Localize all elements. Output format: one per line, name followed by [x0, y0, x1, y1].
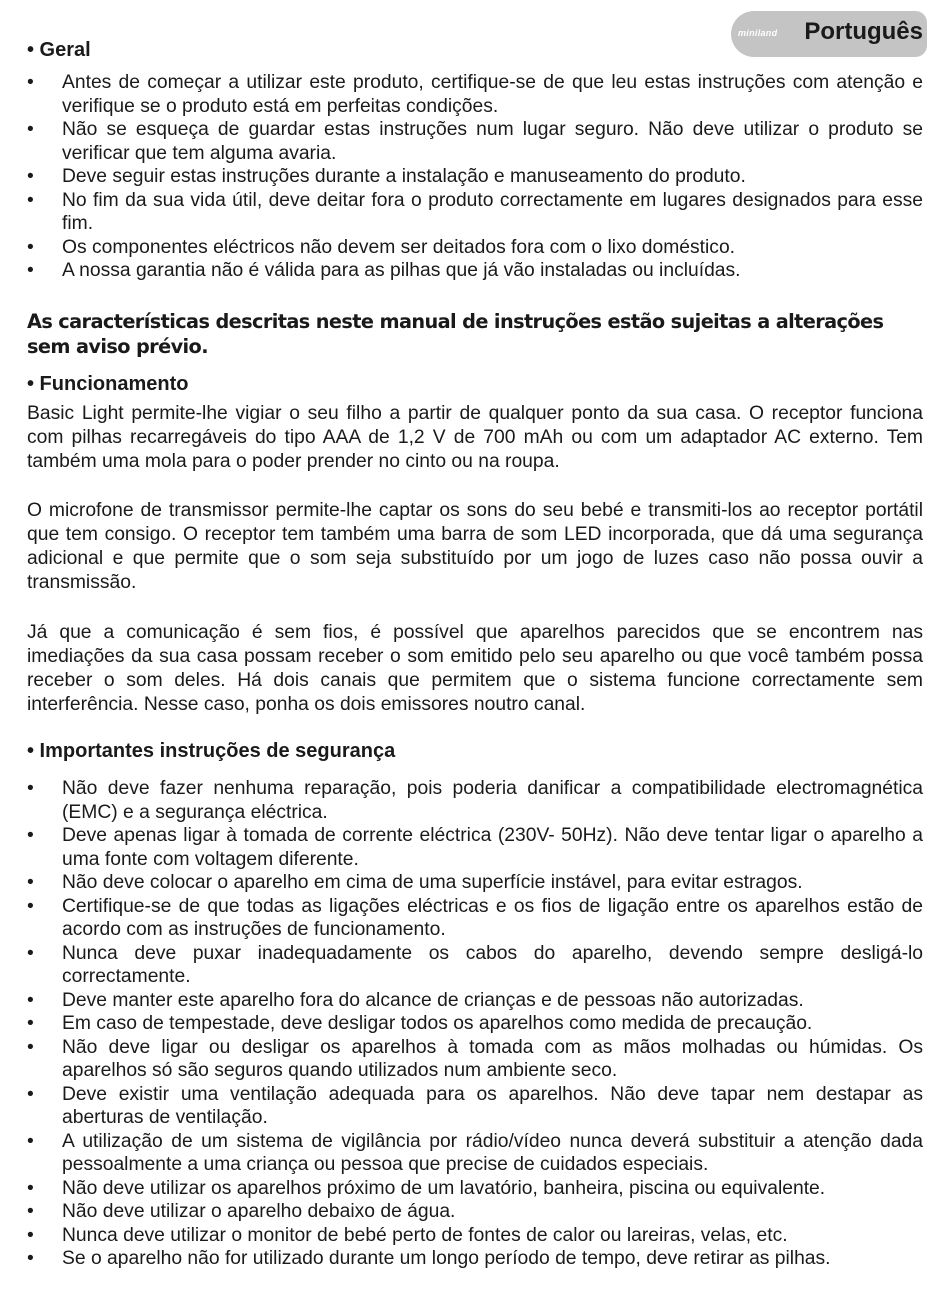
list-seguranca — [27, 777, 923, 1271]
list-item: • Não deve fazer nenhuma reparação, pois poderia danificar a compatibilidade electromagnética (EMC) e a segurança eléctrica. — [27, 777, 923, 824]
list-item: • Não se esqueça de guardar estas instruções num lugar seguro. Não deve utilizar o produto se verificar que tem alguma avaria. — [27, 118, 923, 165]
list-item: • Deve manter este aparelho fora do alcance de crianças e de pessoas não autorizadas. — [27, 989, 923, 1013]
brand-logo: miniland — [738, 28, 778, 38]
list-item: • Antes de começar a utilizar este produto, certifique-se de que leu estas instruções com atenção e verifique se o produto está em perfeitas condições. — [27, 71, 923, 118]
language-badge — [731, 11, 927, 57]
paragraph: Basic Light permite-lhe vigiar o seu filho a partir de qualquer ponto da sua casa. O receptor funciona com pilhas recarregáveis do tipo AAA de 1,2 V de 700 mAh ou com um adaptador AC externo. Tem também uma mola para o poder prender no cinto ou na roupa. — [27, 403, 923, 472]
notice-text: As características descritas neste manual de instruções estão sujeitas a alterações sem aviso prévio. — [27, 310, 884, 358]
list-item: • Nunca deve puxar inadequadamente os cabos do aparelho, devendo sempre desligá-lo correctamente. — [27, 942, 923, 989]
list-item: • Não deve ligar ou desligar os aparelhos à tomada com as mãos molhadas ou húmidas. Os aparelhos só são seguros quando utilizados num ambiente seco. — [27, 1036, 923, 1083]
list-item: • Em caso de tempestade, deve desligar todos os aparelhos como medida de precaução. — [27, 1012, 923, 1036]
list-item: • Não deve colocar o aparelho em cima de uma superfície instável, para evitar estragos. — [27, 871, 923, 895]
list-item: • A nossa garantia não é válida para as pilhas que já vão instaladas ou incluídas. — [27, 259, 923, 283]
section-title-geral: • Geral — [27, 39, 91, 61]
list-item: • Deve existir uma ventilação adequada para os aparelhos. Não deve tapar nem destapar as aberturas de ventilação. — [27, 1083, 923, 1130]
list-item: • Não deve utilizar o aparelho debaixo de água. — [27, 1200, 923, 1224]
list-item: • No fim da sua vida útil, deve deitar fora o produto correctamente em lugares designados para esse fim. — [27, 189, 923, 236]
list-item: • Se o aparelho não for utilizado durante um longo período de tempo, deve retirar as pilhas. — [27, 1247, 923, 1271]
list-item: • Deve seguir estas instruções durante a instalação e manuseamento do produto. — [27, 165, 923, 189]
list-item: • Certifique-se de que todas as ligações eléctricas e os fios de ligação entre os aparelhos estão de acordo com as instruções de funcionamento. — [27, 895, 923, 942]
list-item: • Não deve utilizar os aparelhos próximo de um lavatório, banheira, piscina ou equivalente. — [27, 1177, 923, 1201]
list-item: • A utilização de um sistema de vigilância por rádio/vídeo nunca deverá substituir a atenção dada pessoalmente a uma criança ou pessoa que precise de cuidados especiais. — [27, 1130, 923, 1177]
list-geral — [27, 71, 923, 283]
section-title-funcionamento: • Funcionamento — [27, 373, 189, 395]
list-item: • Deve apenas ligar à tomada de corrente eléctrica (230V- 50Hz). Não deve tentar ligar o aparelho a uma fonte com voltagem diferente. — [27, 824, 923, 871]
paragraph: Já que a comunicação é sem fios, é possível que aparelhos parecidos que se encontrem nas imediações da sua casa possam receber o som emitido pelo seu aparelho ou que você também possa receber o som deles. Há dois canais que permitem que o sistema funcione correctamente sem interferência. Nesse caso, ponha os dois emissores noutro canal. — [27, 622, 923, 715]
language-label: Português — [804, 18, 923, 45]
paragraph: O microfone de transmissor permite-lhe captar os sons do seu bebé e transmiti-los ao receptor portátil que tem consigo. O receptor tem também uma barra de som LED incorporada, que dá uma segurança adicional e que permite que o som seja substituído por um jogo de luzes caso não possa ouvir a transmissão. — [27, 500, 923, 593]
section-title-seguranca: • Importantes instruções de segurança — [27, 740, 396, 762]
list-item: • Os componentes eléctricos não devem ser deitados fora com o lixo doméstico. — [27, 236, 923, 260]
list-item: • Nunca deve utilizar o monitor de bebé perto de fontes de calor ou lareiras, velas, etc. — [27, 1224, 923, 1248]
